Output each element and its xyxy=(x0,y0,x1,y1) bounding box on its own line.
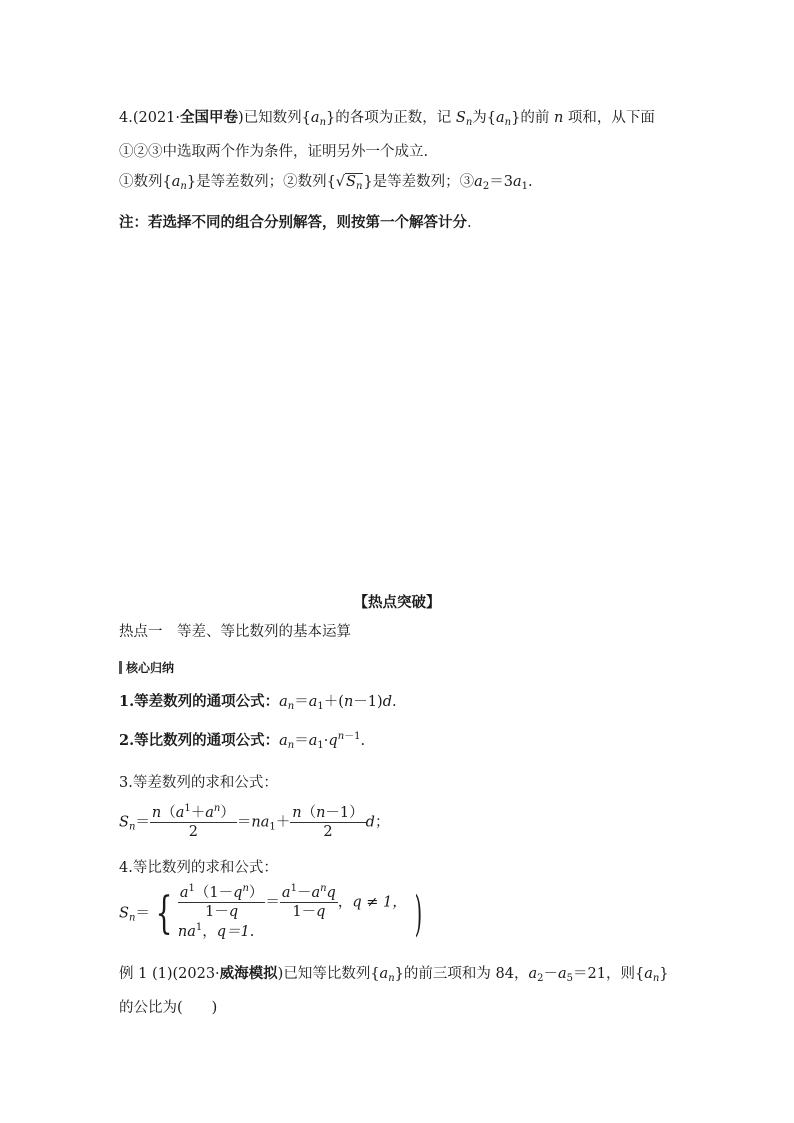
example-1-question: 的公比为( ) xyxy=(119,1000,218,1016)
summary-item-2: 2.等比数列的通项公式：$a_n=a_1\cdot q^{n-1}$. xyxy=(119,731,366,751)
section-title: 【热点突破】 xyxy=(353,594,441,611)
problem-4-note: 注：若选择不同的组合分别解答，则按第一个解答计分. xyxy=(119,214,472,231)
tag-bar xyxy=(119,661,122,674)
hotspot-heading: 热点一 等差、等比数列的基本运算 xyxy=(119,624,351,640)
geometric-sum-formula: $S_n=$ { $\frac{a^1(1-q^n)}{1-q}$ ＝ $\frac{a^1-a^nq}{1-q}$ ，q ≠ 1， $na^1$，q＝1. ) xyxy=(119,883,422,942)
summary-item-1: 1.等差数列的通项公式：$a_n=a_1+(n-1)d$. xyxy=(119,693,397,712)
summary-item-4: 4.等比数列的求和公式： xyxy=(119,860,278,876)
problem-source: 全国甲卷 xyxy=(180,109,239,126)
arithmetic-sum-formula: $S_n=$ $\frac{n(a^1+a^n)}{2}$ $=na_1+$ $\frac{n(n-1)}{2}$ d； xyxy=(119,803,390,840)
problem-4-instruction: ①②③中选取两个作为条件，证明另外一个成立. xyxy=(119,144,429,160)
problem-4-stem: 4.(2021·全国甲卷)已知数列$\{a_n\}$的各项为正数，记 $S_n$为$\{a_n\}$的前 n 项和，从下面 xyxy=(119,109,655,128)
core-summary-tag: 核心归纳 xyxy=(119,659,174,676)
problem-4-conditions: ①数列$\{a_n\}$是等差数列；②数列$\{√S_n\}$是等差数列；$③a_2=3a_1$. xyxy=(119,174,533,192)
example-1-stem: 例 1 (1)(2023·威海模拟)已知等比数列$\{a_n\}$的前三项和为 84，$a_2-a_5=21$，则$\{a_n\}$ xyxy=(119,965,669,984)
summary-item-3: 3.等差数列的求和公式： xyxy=(119,775,278,791)
